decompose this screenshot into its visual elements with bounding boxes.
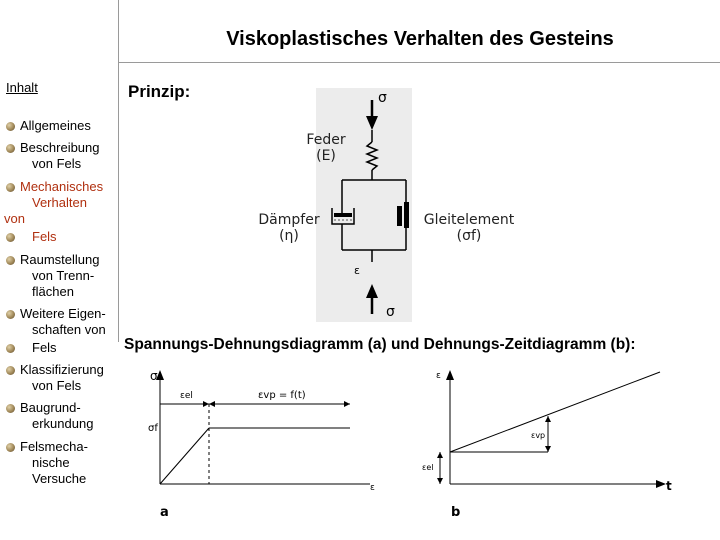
diagram-a-x-label: ε — [370, 483, 375, 493]
sidebar-item-weitere-eigenschaften[interactable]: Weitere Eigen- schaften von — [6, 306, 118, 338]
sidebar-item-klassifizierung[interactable]: Klassifizierung von Fels — [6, 362, 118, 394]
sidebar-item-weitere-eigenschaften-fels[interactable]: Fels — [6, 340, 118, 356]
model-background — [316, 88, 412, 322]
spring-label: Feder (E) — [306, 132, 346, 164]
diagram-a-eps-el-label: εel — [180, 391, 193, 401]
slider-icon — [397, 206, 402, 226]
sidebar-item-beschreibung[interactable]: Beschreibung von Fels — [6, 140, 118, 172]
diagram-b-dim-arrow — [545, 416, 551, 422]
damper-label: Dämpfer (η) — [258, 212, 320, 244]
diagram-b-x-label: t — [666, 479, 672, 493]
diagram-a-dim-arrow — [203, 401, 209, 407]
diagram-a-y-label: σ — [150, 369, 158, 383]
slider-block — [404, 202, 409, 228]
sidebar-item-felsmechanische-versuche[interactable]: Felsmecha- nische Versuche — [6, 439, 118, 487]
sidebar-item-allgemeines[interactable]: Allgemeines — [6, 118, 118, 134]
principle-heading: Prinzip: — [128, 82, 191, 101]
sidebar-heading-inhalt[interactable]: Inhalt — [6, 80, 38, 95]
diagram-a-eps-vp-label: εvp = f(t) — [258, 390, 306, 401]
diagram-a-sigma-f-label: σf — [148, 423, 158, 434]
slider-label: Gleitelement (σf) — [423, 212, 515, 244]
diagram-b-label: b — [451, 505, 461, 520]
diagram-b-eps-el-label: εel — [422, 463, 434, 472]
diagram-b-x-arrow — [656, 480, 666, 488]
diagram-b-dim-arrow — [437, 452, 443, 458]
sidebar-item-fels[interactable]: Fels — [6, 229, 118, 245]
damper-piston — [334, 213, 352, 217]
diagram-b-y-arrow — [446, 370, 454, 380]
sidebar-item-raumstellung[interactable]: Raumstellung von Trenn- flächen — [6, 252, 118, 300]
sidebar-item-mechanisches-verhalten[interactable]: Mechanisches Verhalten — [6, 179, 118, 211]
diagram-a-elastic-line — [160, 428, 209, 484]
diagram-a-dim-arrow — [209, 401, 215, 407]
diagram-b-dim-arrow — [437, 478, 443, 484]
diagram-b-y-label: ε — [436, 371, 441, 381]
diagram-a-dim-arrow — [344, 401, 350, 407]
sidebar-item-baugrunderkundung[interactable]: Baugrund- erkundung — [6, 400, 118, 432]
diagram-b-dim-arrow — [545, 446, 551, 452]
diagram-b-creep-line — [450, 372, 660, 452]
sigma-bottom-label: σ — [386, 304, 395, 320]
diagram-b-eps-vp-label: εvp — [531, 431, 546, 440]
diagram-a-label: a — [160, 505, 169, 520]
diagram-heading: Spannungs-Dehnungsdiagramm (a) und Dehnungs-Zeitdiagramm (b): — [124, 336, 636, 353]
sigma-top-label: σ — [378, 90, 387, 106]
sidebar-item-von[interactable]: von — [4, 211, 25, 226]
epsilon-label: ε — [354, 264, 360, 277]
page-title: Viskoplastisches Verhalten des Gesteins — [226, 28, 614, 50]
diagrams — [0, 340, 720, 540]
